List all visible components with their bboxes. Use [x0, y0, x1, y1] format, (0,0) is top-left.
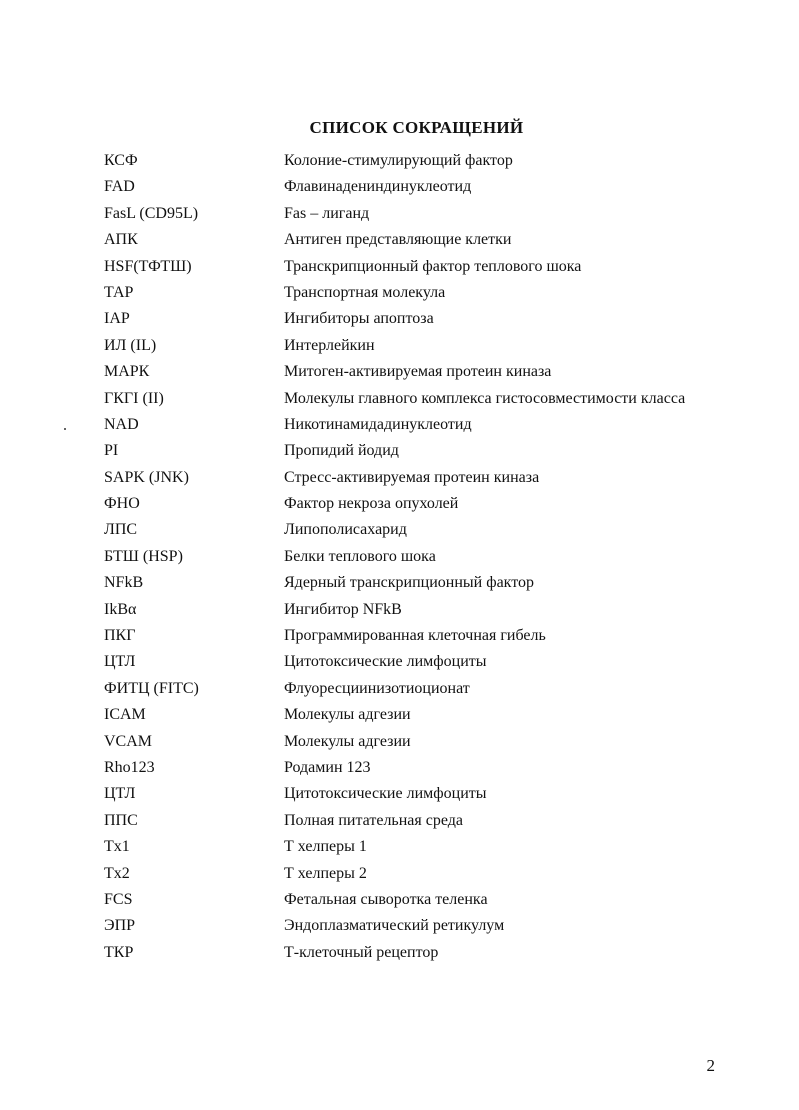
abbreviation-term: ТАР	[104, 283, 134, 301]
abbreviation-term: FCS	[104, 890, 133, 908]
abbreviation-row	[104, 861, 784, 887]
stray-dot	[64, 428, 66, 430]
abbreviation-row	[104, 781, 784, 807]
abbreviation-row	[104, 834, 784, 860]
abbreviation-definition: Колоние-стимулирующий фактор	[284, 152, 513, 169]
abbreviation-term: IkBα	[104, 600, 137, 618]
abbreviation-row	[104, 544, 784, 570]
abbreviation-row	[104, 412, 784, 438]
abbreviation-row	[104, 597, 784, 623]
abbreviation-term: БТШ (HSP)	[104, 547, 183, 565]
abbreviation-term: ЭПР	[104, 917, 136, 935]
abbreviation-row	[104, 227, 784, 253]
abbreviation-term: ППС	[104, 811, 138, 829]
abbreviation-definition: Фактор некроза опухолей	[284, 495, 459, 513]
abbreviation-row	[104, 808, 784, 834]
abbreviation-definition: Эндоплазматический ретикулум	[284, 917, 505, 935]
abbreviation-term: ЦТЛ	[104, 785, 136, 803]
abbreviation-term: АПК	[104, 231, 138, 249]
abbreviation-term: Tx2	[104, 864, 130, 882]
abbreviation-definition: Полная питательная среда	[284, 811, 463, 829]
abbreviation-row	[104, 438, 784, 464]
abbreviation-definition: Транскрипционный фактор теплового шока	[284, 257, 582, 275]
abbreviation-row	[104, 280, 784, 306]
abbreviation-definition: Fas – лиганд	[284, 204, 370, 222]
abbreviation-term: ПКГ	[104, 627, 136, 645]
abbreviation-term: ФИТЦ (FITC)	[104, 679, 199, 697]
page-number: 2	[706, 1056, 715, 1075]
abbreviation-row	[104, 570, 784, 596]
abbreviation-definition: Стресс-активируемая протеин киназа	[284, 468, 540, 486]
abbreviation-definition: Пропидий йодид	[284, 442, 399, 460]
abbreviation-row	[104, 465, 784, 491]
abbreviation-term: ТКР	[104, 943, 134, 961]
abbreviation-definition: Т хелперы 1	[284, 838, 367, 856]
abbreviation-term: МАРК	[104, 363, 150, 381]
abbreviation-row	[104, 148, 784, 174]
abbreviation-row	[104, 254, 784, 280]
abbreviation-term: FAD	[104, 178, 135, 196]
abbreviation-definition: Цитотоксические лимфоциты	[284, 653, 487, 671]
abbreviation-row	[104, 755, 784, 781]
abbreviation-term: ICAM	[104, 706, 146, 724]
abbreviation-row	[104, 649, 784, 675]
abbreviation-row	[104, 623, 784, 649]
abbreviation-term: VCAM	[104, 732, 153, 750]
abbreviation-term: ГКГI (II)	[104, 389, 164, 407]
abbreviation-term: Rho123	[104, 758, 155, 776]
abbreviation-definition: Ингибитор NFkB	[284, 600, 402, 618]
abbreviation-definition: Молекулы адгезии	[284, 732, 411, 750]
abbreviation-term: PI	[104, 442, 119, 460]
abbreviation-definition: Флавинадениндинуклеотид	[284, 178, 472, 196]
abbreviation-definition: Митоген-активируемая протеин киназа	[284, 363, 552, 381]
page-title: СПИСОК СОКРАЩЕНИЙ	[309, 118, 524, 137]
abbreviation-term: ФНО	[104, 495, 140, 513]
abbreviation-definition: Т-клеточный рецептор	[284, 943, 439, 961]
abbreviation-term: NAD	[104, 415, 139, 433]
abbreviation-definition: Цитотоксические лимфоциты	[284, 785, 487, 803]
abbreviation-row	[104, 940, 784, 966]
abbreviation-term: NFkB	[104, 574, 144, 592]
abbreviation-list	[104, 148, 784, 966]
abbreviation-row	[104, 386, 784, 412]
abbreviation-row	[104, 201, 784, 227]
abbreviation-definition: Ингибиторы апоптоза	[284, 310, 434, 328]
abbreviation-term: FasL (CD95L)	[104, 204, 199, 222]
abbreviation-row	[104, 306, 784, 332]
abbreviation-definition: Белки теплового шока	[284, 547, 436, 565]
abbreviation-definition: Липополисахарид	[284, 521, 407, 539]
abbreviation-definition: Антиген представляющие клетки	[284, 231, 512, 249]
abbreviation-definition: Родамин 123	[284, 758, 371, 776]
abbreviation-term: ЦТЛ	[104, 653, 136, 671]
abbreviation-row	[104, 333, 784, 359]
abbreviation-term: КСФ	[104, 152, 138, 169]
abbreviation-definition: Фетальная сыворотка теленка	[284, 890, 488, 908]
abbreviation-definition: Флуоресциинизотиоционат	[284, 679, 470, 697]
abbreviation-row	[104, 887, 784, 913]
abbreviation-term: Tx1	[104, 838, 130, 856]
abbreviation-definition: Молекулы главного комплекса гистосовместимости класса	[284, 389, 686, 407]
abbreviation-term: IAP	[104, 310, 130, 328]
abbreviation-definition: Ядерный транскрипционный фактор	[284, 574, 535, 592]
abbreviation-term: ИЛ (IL)	[104, 336, 157, 354]
abbreviation-term: SAPK (JNK)	[104, 468, 189, 486]
abbreviation-definition: Программированная клеточная гибель	[284, 627, 546, 645]
abbreviation-term: HSF(ТФТШ)	[104, 257, 192, 275]
abbreviation-row	[104, 913, 784, 939]
abbreviation-definition: Интерлейкин	[284, 336, 375, 354]
abbreviation-definition: Никотинамидадинуклеотид	[284, 415, 472, 433]
abbreviation-row	[104, 702, 784, 728]
abbreviation-row	[104, 174, 784, 200]
abbreviation-definition: Т хелперы 2	[284, 864, 367, 882]
abbreviation-term: ЛПС	[104, 521, 138, 539]
abbreviation-definition: Молекулы адгезии	[284, 706, 411, 724]
abbreviation-row	[104, 491, 784, 517]
abbreviation-row	[104, 517, 784, 543]
abbreviation-row	[104, 676, 784, 702]
abbreviation-row	[104, 729, 784, 755]
abbreviation-definition: Транспортная молекула	[284, 283, 446, 301]
abbreviation-row	[104, 359, 784, 385]
